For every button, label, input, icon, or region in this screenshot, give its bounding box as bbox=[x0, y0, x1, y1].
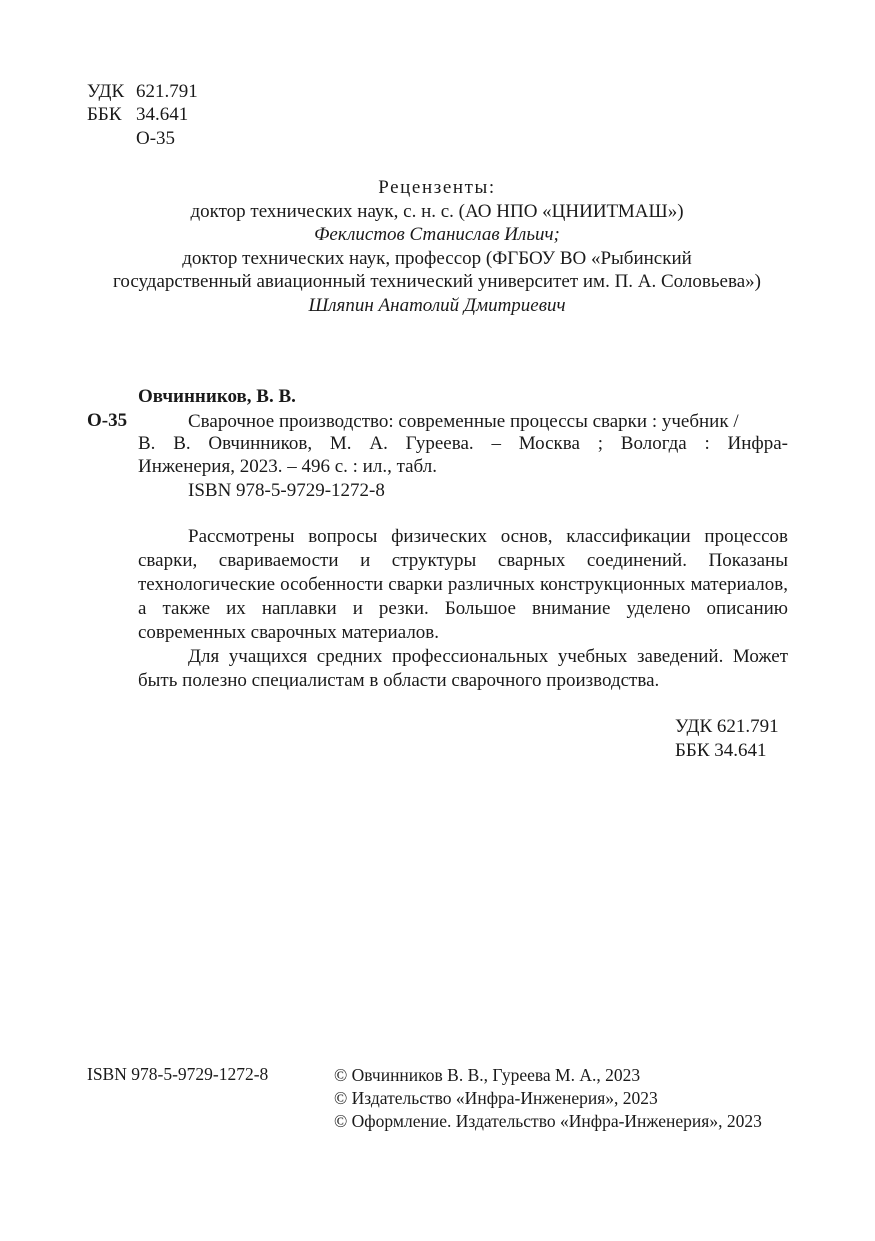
reviewer2-name: Шляпин Анатолий Дмитриевич bbox=[308, 294, 566, 316]
codes-right bbox=[675, 715, 779, 763]
udk-value: 621.791 bbox=[136, 81, 198, 102]
reviewer2-title-line2: государственный авиационный технический университет им. П. А. Соловьева») bbox=[113, 271, 761, 292]
bib-description bbox=[188, 410, 788, 433]
reviewer2-title-line1: доктор технических наук, профессор (ФГБОУ ВО «Рыбинский bbox=[182, 247, 692, 269]
bib-line1: Сварочное производство: современные процессы сварки : учебник / bbox=[188, 411, 739, 432]
copyright-design: © Оформление. Издательство «Инфра-Инженерия», 2023 bbox=[334, 1111, 762, 1131]
reviewer1-name: Феклистов Станислав Ильич; bbox=[314, 224, 560, 245]
reviewer1-title: доктор технических наук, с. н. с. (АО НПО «ЦНИИТМАШ») bbox=[190, 200, 684, 222]
copyright-authors: © Овчинников В. В., Гуреева М. А., 2023 bbox=[334, 1065, 641, 1085]
bib-isbn: ISBN 978-5-9729-1272-8 bbox=[188, 480, 385, 501]
footer-copyrights bbox=[334, 1064, 762, 1133]
reviewers-block bbox=[87, 176, 787, 317]
abstract bbox=[138, 525, 788, 693]
udk-label: УДК bbox=[87, 81, 125, 102]
bbk-value: 34.641 bbox=[136, 104, 189, 125]
copyright-publisher: © Издательство «Инфра-Инженерия», 2023 bbox=[334, 1088, 658, 1108]
reviewers-heading: Рецензенты: bbox=[378, 177, 496, 198]
bib-line2: В. В. Овчинников, М. А. Гуреева. – Москва ; Вологда : Инфра- bbox=[138, 433, 788, 454]
footer-isbn: ISBN 978-5-9729-1272-8 bbox=[87, 1064, 269, 1084]
bib-line3: Инженерия, 2023. – 496 с. : ил., табл. bbox=[138, 456, 437, 477]
bbk-row bbox=[87, 103, 188, 126]
bbk-right: ББК 34.641 bbox=[675, 740, 767, 761]
bib-mark: О-35 bbox=[87, 410, 128, 431]
udk-row bbox=[87, 80, 198, 103]
abstract-paragraph-2: Для учащихся средних профессиональных учебных заведений. Может быть полезно специалистам в области сварочного производства. bbox=[138, 646, 788, 691]
author-heading: Овчинников, В. В. bbox=[138, 386, 296, 407]
author-mark: О-35 bbox=[136, 128, 176, 149]
udk-right: УДК 621.791 bbox=[675, 716, 779, 737]
abstract-paragraph-1: Рассмотрены вопросы физических основ, классификации процессов сварки, свариваемости и структуры сварных соединений. Показаны технологические особенности сварки различных конструкционных материалов, а также их наплавки и резки. Большое внимание уделено описанию современных сварочных материалов. bbox=[138, 526, 788, 643]
bbk-label: ББК bbox=[87, 104, 122, 125]
